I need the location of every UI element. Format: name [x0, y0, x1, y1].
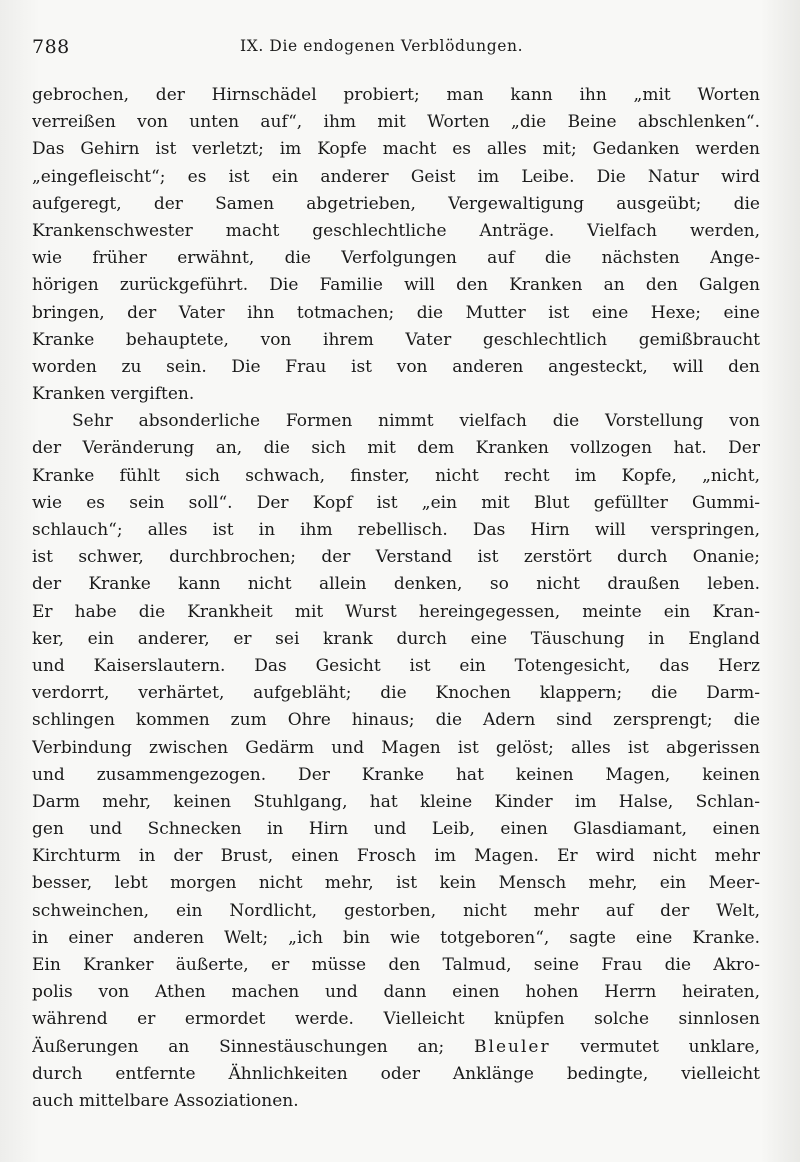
- text-line: und Kaiserslautern. Das Gesicht ist ein Totengesicht, das Herz: [32, 655, 760, 676]
- text-line: verdorrt, verhärtet, aufgebläht; die Knochen klappern; die Darm-: [32, 683, 760, 704]
- text-line: Äußerungen an Sinnestäuschungen an; Bleuler vermutet unklare,: [32, 1036, 760, 1057]
- text-line: schweinchen, ein Nordlicht, gestorben, nicht mehr auf der Welt,: [32, 900, 760, 921]
- text-line: Verbindung zwischen Gedärm und Magen ist gelöst; alles ist abgerissen: [32, 737, 760, 758]
- text-line: verreißen von unten auf“, ihm mit Worten „die Beine abschlenken“.: [32, 112, 760, 133]
- text-line: Das Gehirn ist verletzt; im Kopfe macht es alles mit; Gedanken werden: [32, 139, 760, 160]
- text-line: durch entfernte Ähnlichkeiten oder Anklänge bedingte, vielleicht: [32, 1063, 760, 1084]
- text-line: und zusammengezogen. Der Kranke hat keinen Magen, keinen: [32, 764, 760, 785]
- text-line: Sehr absonderliche Formen nimmt vielfach die Vorstellung von: [72, 411, 760, 432]
- text-line: Kranke behauptete, von ihrem Vater geschlechtlich gemißbraucht: [32, 329, 760, 350]
- text-line: worden zu sein. Die Frau ist von anderen angesteckt, will den: [32, 356, 760, 377]
- page-number: 788: [32, 36, 70, 58]
- text-line: schlauch“; alles ist in ihm rebellisch. Das Hirn will verspringen,: [32, 520, 760, 540]
- text-line: der Kranke kann nicht allein denken, so nicht draußen leben.: [32, 574, 760, 595]
- text-line: Kranke fühlt sich schwach, finster, nicht recht im Kopfe, „nicht,: [32, 465, 760, 486]
- text-line: Darm mehr, keinen Stuhlgang, hat kleine Kinder im Halse, Schlan-: [32, 791, 760, 812]
- text-line: polis von Athen machen und dann einen hohen Herrn heiraten,: [32, 982, 760, 1003]
- running-head: IX. Die endogenen Verblödungen.: [240, 37, 524, 55]
- text-line: ist schwer, durchbrochen; der Verstand ist zerstört durch Onanie;: [32, 547, 760, 568]
- text-line: gebrochen, der Hirnschädel probiert; man kann ihn „mit Worten: [32, 85, 760, 105]
- text-line: wie es sein soll“. Der Kopf ist „ein mit Blut gefüllter Gummi-: [32, 492, 760, 513]
- text-line: ker, ein anderer, er sei krank durch eine Täuschung in England: [32, 628, 760, 649]
- text-line: gen und Schnecken in Hirn und Leib, einen Glasdiamant, einen: [32, 819, 760, 840]
- text-line: wie früher erwähnt, die Verfolgungen auf die nächsten Ange-: [32, 248, 760, 269]
- page-header: [32, 36, 772, 66]
- text-line: während er ermordet werde. Vielleicht knüpfen solche sinnlosen: [32, 1009, 760, 1030]
- text-line: in einer anderen Welt; „ich bin wie totgeboren“, sagte eine Kranke.: [32, 927, 760, 948]
- text-line: Kranken vergiften.: [32, 384, 195, 405]
- text-line: Ein Kranker äußerte, er müsse den Talmud, seine Frau die Akro-: [32, 955, 760, 975]
- text-line: auch mittelbare Assoziationen.: [32, 1090, 299, 1111]
- text-line: aufgeregt, der Samen abgetrieben, Vergewaltigung ausgeübt; die: [32, 193, 760, 214]
- text-line: besser, lebt morgen nicht mehr, ist kein Mensch mehr, ein Meer-: [32, 873, 760, 894]
- text-line: „eingefleischt“; es ist ein anderer Geist im Leibe. Die Natur wird: [32, 166, 760, 187]
- text-line: Krankenschwester macht geschlechtliche Anträge. Vielfach werden,: [32, 220, 760, 241]
- body-text: [32, 82, 760, 1115]
- text-line: schlingen kommen zum Ohre hinaus; die Adern sind zersprengt; die: [32, 710, 760, 731]
- text-line: Kirchturm in der Brust, einen Frosch im Magen. Er wird nicht mehr: [32, 846, 760, 867]
- text-line: der Veränderung an, die sich mit dem Kranken vollzogen hat. Der: [32, 438, 760, 459]
- text-line: Er habe die Krankheit mit Wurst hereingegessen, meinte ein Kran-: [32, 601, 760, 622]
- text-line: hörigen zurückgeführt. Die Familie will den Kranken an den Galgen: [32, 275, 760, 296]
- text-line: bringen, der Vater ihn totmachen; die Mutter ist eine Hexe; eine: [32, 302, 760, 323]
